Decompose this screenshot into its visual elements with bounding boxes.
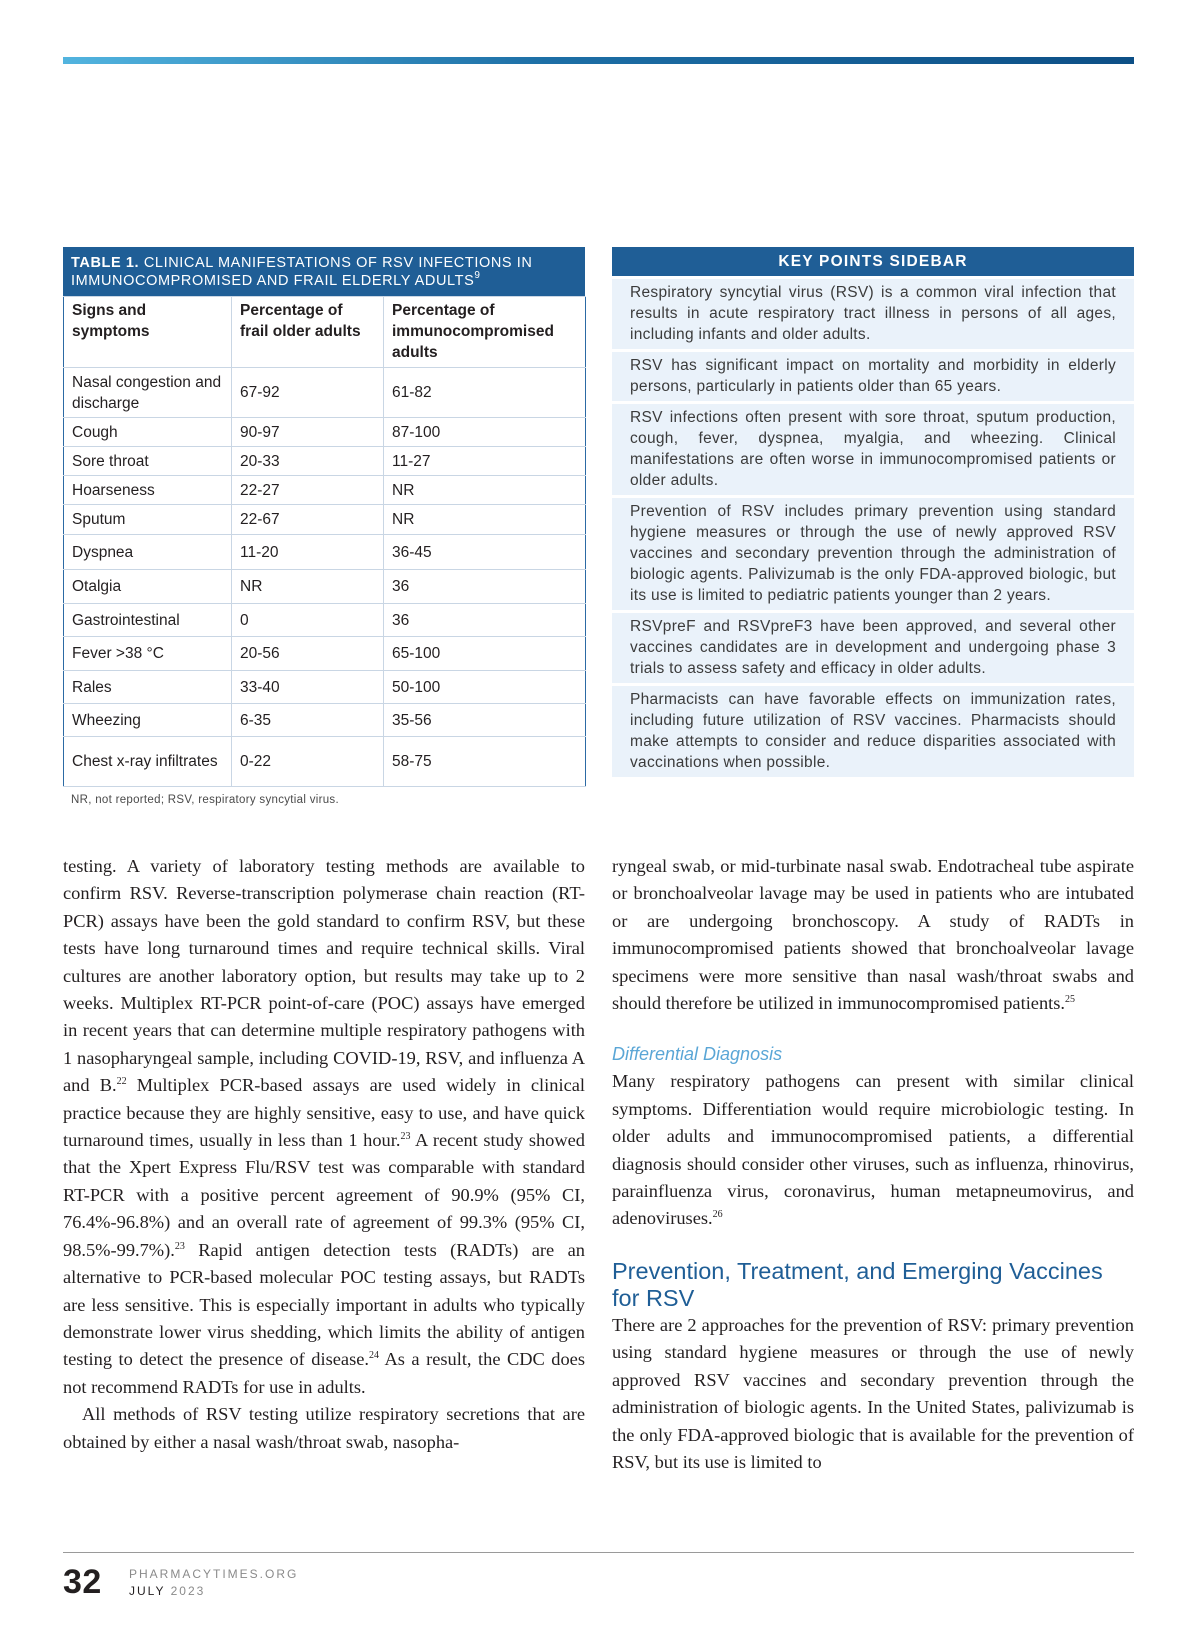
table-cell: 0-22 (232, 737, 384, 787)
table-cell: Dyspnea (64, 535, 232, 570)
sidebar-point: Pharmacists can have favorable effects on immunization rates, including future utilization of RSV vaccines. Pharmacists should make attempts to consider and reduce disparities associated with vaccinations when possible. (612, 686, 1134, 777)
table-cell: 11-27 (384, 447, 586, 476)
table-title: CLINICAL MANIFESTATIONS OF RSV INFECTIONS IN IMMUNOCOMPROMISED AND FRAIL ELDERLY ADULTS (71, 255, 533, 289)
subheading-differential-diagnosis: Differential Diagnosis (612, 1044, 783, 1065)
citation-ref: 26 (712, 1209, 723, 1221)
table-cell: NR (232, 570, 384, 604)
footer-date (129, 1584, 205, 1598)
table-cell: Hoarseness (64, 476, 232, 505)
key-points-sidebar (612, 247, 1134, 777)
table-cell: 6-35 (232, 704, 384, 737)
table-row (64, 368, 586, 418)
body-paragraph: There are 2 approaches for the prevention of RSV: primary prevention using standard hygiene measures or through the use of newly approved RSV vaccines and secondary prevention through the administration of biologic agents. In the United States, palivizumab is the only FDA-approved biologic that is available for the prevention of RSV, but its use is limited to (612, 1314, 1134, 1472)
table-cell: Wheezing (64, 704, 232, 737)
text-run: As a result, the CDC does not recommend RADTs for use in adults. (63, 1349, 585, 1397)
footer-month: JULY (129, 1584, 166, 1598)
body-column-right (612, 853, 1134, 1476)
table-cell: NR (384, 505, 586, 535)
sidebar-point: RSV has significant impact on mortality and morbidity in elderly persons, particularly in patients older than 65 years. (612, 352, 1134, 401)
table-cell: Sputum (64, 505, 232, 535)
section-heading: Prevention, Treatment, and Emerging Vaccines for RSV (612, 1257, 1103, 1311)
citation-ref: 22 (116, 1076, 127, 1088)
table-row (64, 671, 586, 704)
body-paragraph (63, 853, 585, 1401)
table-cell: 36 (384, 570, 586, 604)
table-cell: 0 (232, 604, 384, 637)
header-frail-older: Percentage of frail older adults (232, 297, 384, 368)
table-cell: 20-56 (232, 637, 384, 671)
table-cell: 50-100 (384, 671, 586, 704)
table-caption (63, 247, 585, 296)
table-cell: 58-75 (384, 737, 586, 787)
table-cell: 61-82 (384, 368, 586, 418)
citation-ref: 25 (1065, 994, 1076, 1006)
table-row (64, 704, 586, 737)
header-signs: Signs and symptoms (64, 297, 232, 368)
table-cell: 67-92 (232, 368, 384, 418)
table-row (64, 737, 586, 787)
table-grid (63, 296, 586, 787)
sidebar-point: Respiratory syncytial virus (RSV) is a common viral infection that results in acute respiratory tract illness in persons of all ages, including infants and older adults. (612, 279, 1134, 349)
table-row (64, 535, 586, 570)
table-cell: Gastrointestinal (64, 604, 232, 637)
table-cell: 20-33 (232, 447, 384, 476)
table-cell: Sore throat (64, 447, 232, 476)
table-row (64, 447, 586, 476)
table-row (64, 570, 586, 604)
footer-rule (63, 1552, 1134, 1553)
body-paragraph (612, 853, 1134, 1017)
table-cell: Chest x-ray infiltrates (64, 737, 232, 787)
table-row (64, 604, 586, 637)
table-row (64, 637, 586, 671)
table-cell: 11-20 (232, 535, 384, 570)
citation-ref: 23 (174, 1240, 185, 1252)
table-row (64, 476, 586, 505)
table-cell: Cough (64, 418, 232, 447)
table-row (64, 418, 586, 447)
table-cell: 35-56 (384, 704, 586, 737)
table-header-row (64, 297, 586, 368)
table-cell: 36-45 (384, 535, 586, 570)
citation-ref: 24 (369, 1350, 380, 1362)
table-cell: 87-100 (384, 418, 586, 447)
table-cell: 22-67 (232, 505, 384, 535)
footer-year: 2023 (170, 1584, 206, 1598)
sidebar-point: RSVpreF and RSVpreF3 have been approved, and several other vaccines candidates are in development and undergoing phase 3 trials to assess safety and efficacy in older adults. (612, 613, 1134, 683)
table-cell: 36 (384, 604, 586, 637)
text-run: Rapid antigen detection tests (RADTs) are an alternative to PCR-based molecular POC testing assays, but RADTs are less sensitive. This is especially important in adults who typically demonstrate lower virus shedding, which limits the ability of antigen testing to detect the presence of disease. (63, 1239, 585, 1370)
clinical-manifestations-table (63, 247, 585, 806)
text-run: testing. A variety of laboratory testing methods are available to confirm RSV. Reverse-transcription polymerase chain reaction (RT-PCR) assays have been the gold standard to confirm RSV, but these tests have long turnaround times and require technical skills. Viral cultures are another laboratory option, but results may take up to 2 weeks. Multiplex RT-PCR point-of-care (POC) assays have emerged in recent years that can determine multiple respiratory pathogens with 1 nasopharyngeal sample, including COVID-19, RSV, and influenza A and B. (63, 856, 585, 1096)
table-cell: 33-40 (232, 671, 384, 704)
header-immunocompromised: Percentage of immunocompromised adults (384, 297, 586, 368)
sidebar-point: Prevention of RSV includes primary prevention using standard hygiene measures or through the use of newly approved RSV vaccines and secondary prevention through the administration of biologic agents. Palivizumab is the only FDA-approved biologic, but its use is limited to pediatric patients younger than 2 years. (612, 498, 1134, 610)
top-accent-rule (63, 57, 1134, 64)
body-paragraph (612, 1068, 1134, 1232)
table-row (64, 505, 586, 535)
table-footnote: NR, not reported; RSV, respiratory syncytial virus. (71, 794, 339, 806)
table-title-ref: 9 (474, 270, 481, 281)
text-run: A recent study showed that the Xpert Express Flu/RSV test was comparable with standard RT-PCR with a positive percent agreement of 90.9% (95% CI, 76.4%-96.8%) and an overall rate of agreement of 99.3% (95% CI, 98.5%-99.7%). (63, 1130, 586, 1260)
page-number: 32 (63, 1563, 102, 1601)
table-cell: Fever >38 °C (64, 637, 232, 671)
sidebar-point: RSV infections often present with sore throat, sputum production, cough, fever, dyspnea, myalgia, and wheezing. Clinical manifestations are often worse in immunocompromised patients or older adults. (612, 404, 1134, 495)
text-run: Multiplex PCR-based assays are used widely in clinical practice because they are highly sensitive, easy to use, and have quick turnaround times, usually in less than 1 hour. (63, 1075, 585, 1151)
body-column-left (63, 853, 585, 1456)
sidebar-title: KEY POINTS SIDEBAR (612, 247, 1134, 276)
text-run: Many respiratory pathogens can present with similar clinical symptoms. Differentiation would require microbiologic testing. In older adults and immunocompromised patients, a differential diagnosis should consider other viruses, such as influenza, rhinovirus, parainfluenza virus, coronavirus, human metapneumovirus, and adenoviruses. (612, 1071, 1134, 1229)
table-cell: 22-27 (232, 476, 384, 505)
table-cell: Rales (64, 671, 232, 704)
table-cell: Nasal congestion and discharge (64, 368, 232, 418)
table-cell: Otalgia (64, 570, 232, 604)
table-cell: 90-97 (232, 418, 384, 447)
text-run: ryngeal swab, or mid-turbinate nasal swab. Endotracheal tube aspirate or bronchoalveolar lavage may be used in patients who are intubated or are undergoing bronchoscopy. A study of RADTs in immunocompromised patients showed that bronchoalveolar lavage specimens were more sensitive than nasal wash/throat swabs and should therefore be utilized in immunocompromised patients. (612, 856, 1134, 1014)
table-cell: NR (384, 476, 586, 505)
table-cell: 65-100 (384, 637, 586, 671)
body-paragraph: All methods of RSV testing utilize respiratory secretions that are obtained by either a nasal wash/throat swab, nasopha- (63, 1404, 585, 1452)
citation-ref: 23 (400, 1131, 411, 1143)
table-label: TABLE 1. (71, 255, 140, 271)
footer-site: PHARMACYTIMES.ORG (129, 1567, 299, 1581)
